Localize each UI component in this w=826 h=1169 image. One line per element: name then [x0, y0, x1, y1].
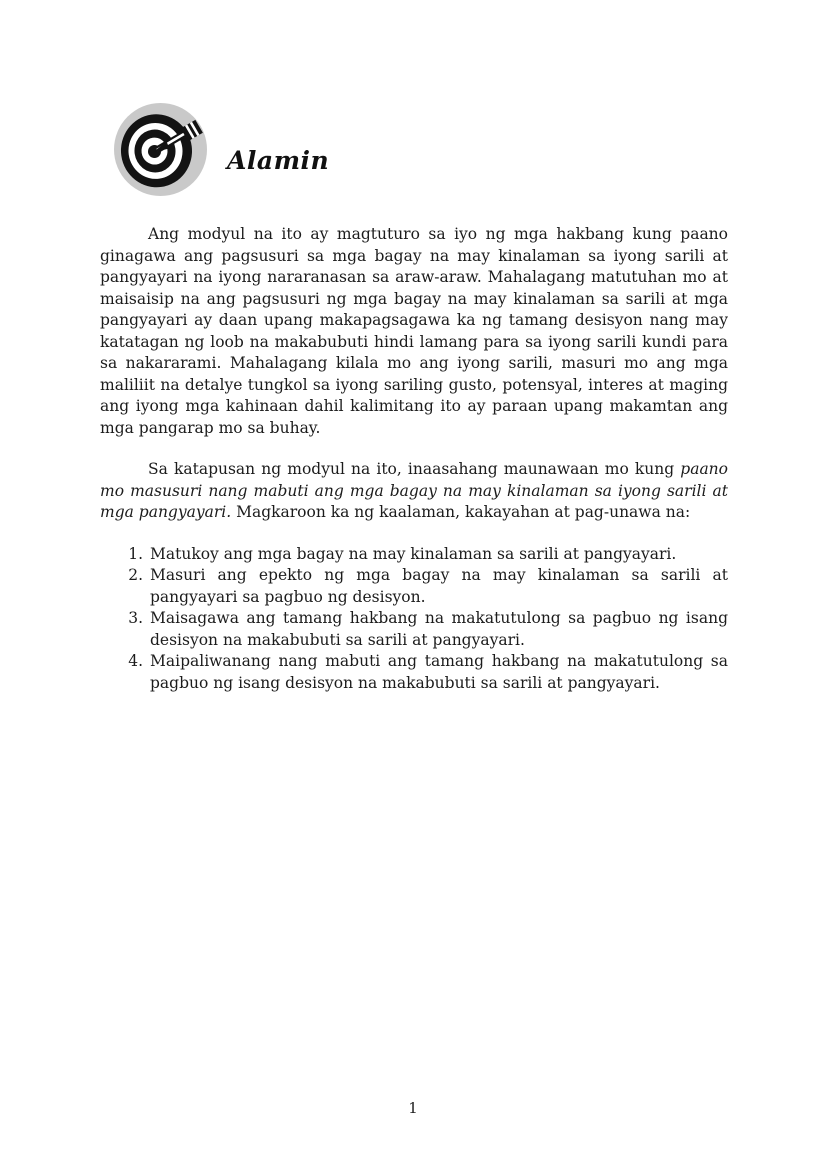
paragraph-text: Magkaroon ka ng kaalaman, kakayahan at pag-unawa na:	[231, 503, 691, 521]
objective-item: 1. Matukoy ang mga bagay na may kinalaman sa sarili at pangyayari.	[148, 544, 728, 566]
section-header	[110, 98, 329, 199]
objective-item: 2. Masuri ang epekto ng mga bagay na may kinalaman sa sarili at pangyayari sa pagbuo ng desisyon.	[148, 565, 728, 608]
paragraph-italic-text: paano mo masusuri nang mabuti ang mga bagay na may kinalaman sa iyong sarili at mga pangyayari.	[100, 460, 728, 521]
intro-paragraph: Ang modyul na ito ay magtuturo sa iyo ng mga hakbang kung paano ginagawa ang pagsusuri sa mga bagay na may kinalaman sa iyong sarili at pangyayari na iyong nararanasan sa araw-araw. Mahalagang matutuhan mo at maisaisip na ang pagsusuri ng mga bagay na may kinalaman sa sarili at mga pangyayari ay daan upang makapagsagawa ka ng tamang desisyon nang may katatagan ng loob na makabubuti hindi lamang para sa iyong sarili kundi para sa nakararami. Mahalagang kilala mo ang iyong sarili, masuri mo ang mga maliliit na detalye tungkol sa iyong sariling gusto, potensyal, interes at maging ang iyong mga kahinaan dahil kalimitang ito ay paraan upang makamtan ang mga pangarap mo sa buhay.	[100, 225, 728, 437]
body-text	[100, 224, 728, 694]
page-footer	[0, 1098, 826, 1117]
objective-item: 3. Maisagawa ang tamang hakbang na makatutulong sa pagbuo ng isang desisyon na makabubuti sa sarili at pangyayari.	[148, 608, 728, 651]
page-number: 1	[408, 1099, 418, 1117]
objectives-list	[100, 544, 728, 695]
target-bullseye-arrow-icon	[110, 98, 211, 199]
expectation-paragraph	[100, 459, 728, 524]
section-title: Alamin	[227, 146, 330, 175]
objective-item: 4. Maipaliwanang nang mabuti ang tamang hakbang na makatutulong sa pagbuo ng isang desisyon na makabubuti sa sarili at pangyayari.	[148, 651, 728, 694]
paragraph-text: Sa katapusan ng modyul na ito, inaasahang maunawaan mo kung	[148, 460, 681, 478]
